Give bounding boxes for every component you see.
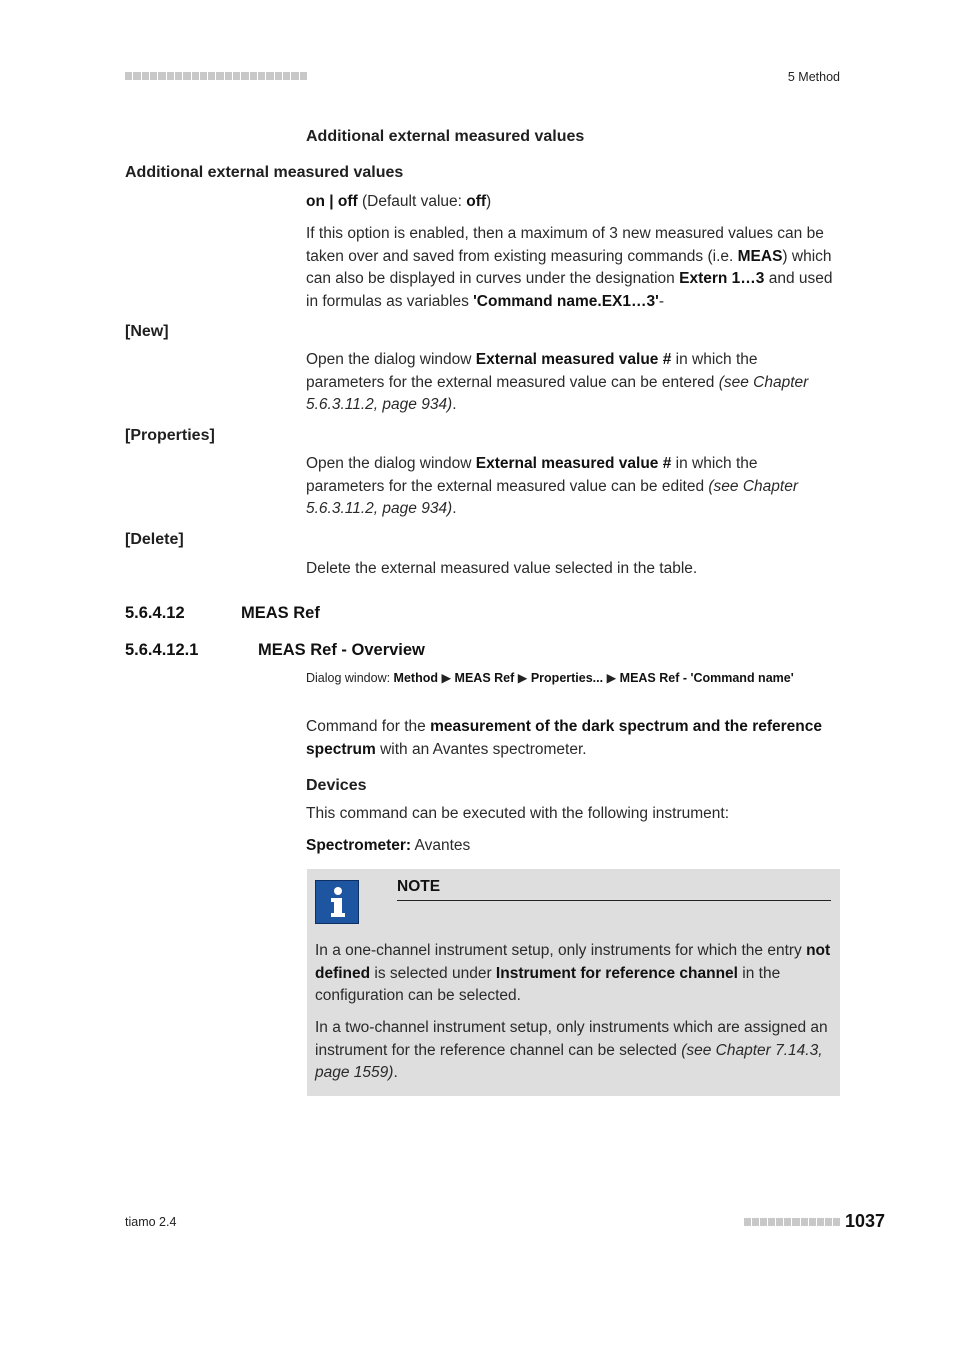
param-desc-delete: Delete the external measured value selected in the table. — [306, 560, 698, 577]
param-label-additional: Additional external measured values — [125, 164, 404, 181]
section-number: 5.6.4.12 — [125, 604, 185, 622]
dialog-path-prefix: Dialog window: — [306, 671, 394, 685]
path-separator: ▶ — [437, 671, 455, 685]
note-paragraph-2 — [315, 1017, 835, 1085]
section-heading-meas-ref — [125, 604, 320, 623]
dialog-path-item: MEAS Ref - 'Command name' — [619, 671, 794, 685]
desc-text: - — [658, 292, 664, 310]
note-title: NOTE — [397, 878, 441, 895]
desc-text: in which the parameters for the external measured value can be edited — [306, 455, 758, 495]
param-desc-properties — [306, 453, 840, 521]
note-bold: Instrument for reference channel — [495, 964, 738, 982]
param-label-new: [New] — [125, 323, 169, 340]
section-heading-meas-ref-overview — [125, 641, 425, 660]
section-title-text: MEAS Ref - Overview — [258, 641, 425, 659]
section-title: Additional external measured values — [306, 128, 585, 145]
section-title-text: MEAS Ref — [241, 604, 320, 622]
dialog-path-item: MEAS Ref — [454, 671, 515, 685]
footer-decoration — [744, 1218, 840, 1226]
desc-bold: External measured value # — [475, 351, 672, 368]
spectrometer-value: Avantes — [411, 837, 471, 854]
desc-text: Open the dialog window — [306, 351, 476, 368]
note-divider — [397, 900, 831, 901]
default-prefix: (Default value: — [357, 193, 467, 210]
devices-heading: Devices — [306, 777, 367, 794]
note-text: In a one-channel instrument setup, only instruments for which the entry — [315, 942, 807, 959]
default-suffix: ) — [486, 193, 492, 210]
on-off-text: on | off — [306, 193, 358, 210]
desc-bold-variable: 'Command name.EX1…3' — [473, 292, 659, 310]
devices-desc: This command can be executed with the following instrument: — [306, 805, 730, 822]
desc-text: Command for the — [306, 718, 431, 735]
spectrometer-label: Spectrometer: — [306, 837, 412, 854]
param-label-properties: [Properties] — [125, 427, 215, 444]
param-desc-new — [306, 349, 840, 417]
desc-text: . — [452, 500, 457, 517]
desc-bold: measurement of the dark spectrum and the reference spectrum — [306, 718, 822, 758]
note-bold: not defined — [315, 942, 831, 982]
desc-text: . — [452, 396, 457, 413]
param-default-additional — [306, 191, 840, 214]
desc-text: and used in formulas as variables — [306, 270, 833, 310]
section-number: 5.6.4.12.1 — [125, 641, 199, 659]
desc-text: If this option is enabled, then a maximum of 3 new measured values can be taken over and saved from existing measuring commands (i.e. — [306, 225, 824, 265]
note-text: in the configuration can be selected. — [315, 964, 781, 1004]
default-value: off — [466, 193, 487, 210]
header-decoration — [125, 72, 307, 80]
desc-text: ) which can also be displayed in curves under the designation — [306, 247, 832, 287]
desc-bold: External measured value # — [475, 455, 672, 472]
info-icon — [315, 880, 359, 924]
path-separator: ▶ — [603, 671, 620, 685]
dialog-window-path — [306, 669, 826, 688]
desc-text: Open the dialog window — [306, 455, 476, 472]
note-text: is selected under — [370, 964, 496, 982]
note-text: In a two-channel instrument setup, only instruments which are assigned an instrument for the reference channel can be selected — [315, 1019, 828, 1059]
note-box — [307, 869, 840, 1096]
devices-spectrometer — [306, 835, 840, 858]
dialog-path-item: Properties... — [530, 671, 604, 685]
chapter-reference-link[interactable]: (see Chapter 7.14.3, page 1559) — [315, 1041, 823, 1081]
param-desc-additional — [306, 223, 840, 313]
note-paragraph-1 — [315, 940, 835, 1008]
page-number: 1037 — [845, 1211, 886, 1231]
dialog-path-item: Method — [393, 671, 438, 685]
overview-desc — [306, 716, 840, 761]
note-text: . — [393, 1064, 398, 1081]
desc-bold-meas: MEAS — [737, 247, 783, 265]
desc-text: in which the parameters for the external measured value can be entered — [306, 351, 758, 391]
chapter-reference-link[interactable]: (see Chapter 5.6.3.11.2, page 934) — [306, 477, 798, 517]
chapter-reference-link[interactable]: (see Chapter 5.6.3.11.2, page 934) — [306, 373, 809, 413]
header-chapter: 5 Method — [787, 70, 840, 84]
path-separator: ▶ — [514, 671, 531, 685]
desc-bold-extern: Extern 1…3 — [679, 270, 765, 287]
param-label-delete: [Delete] — [125, 531, 184, 548]
footer-product: tiamo 2.4 — [125, 1215, 177, 1229]
desc-text: with an Avantes spectrometer. — [375, 740, 587, 758]
